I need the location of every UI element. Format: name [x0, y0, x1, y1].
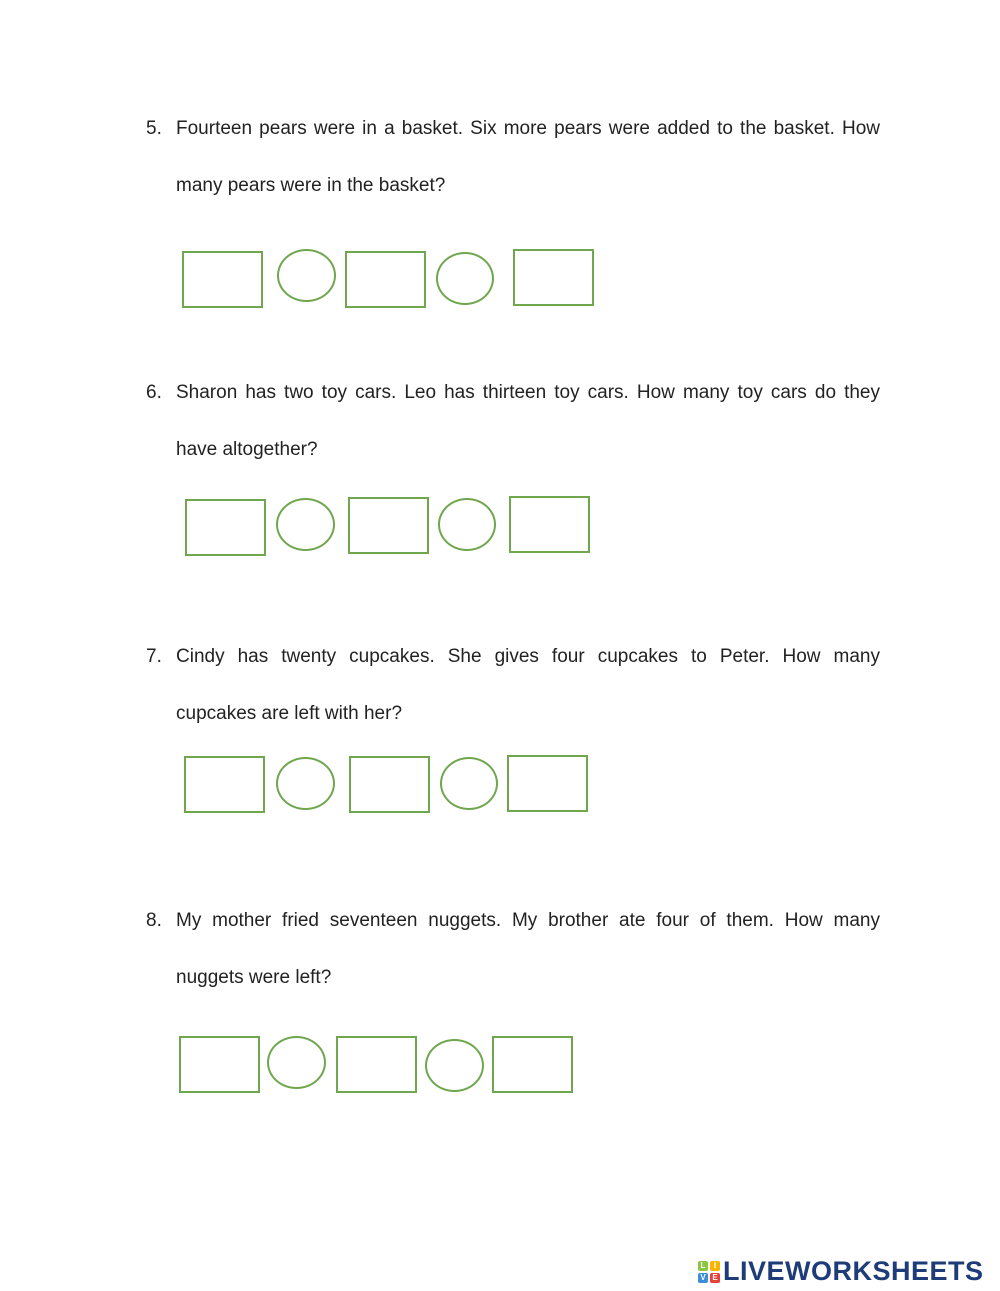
tile: V: [698, 1273, 708, 1283]
equals-circle[interactable]: [440, 757, 498, 810]
number-box[interactable]: [345, 251, 426, 308]
question-text-cont: many pears were in the basket?: [176, 175, 446, 196]
question-number: 5.: [146, 118, 162, 139]
question-text: Sharon has two toy cars. Leo has thirteen toy cars. How many toy cars do they: [176, 382, 880, 403]
number-box[interactable]: [336, 1036, 417, 1093]
number-box[interactable]: [184, 756, 265, 813]
tile: L: [698, 1261, 708, 1271]
question-text: Cindy has twenty cupcakes. She gives four cupcakes to Peter. How many: [176, 646, 880, 667]
equals-circle[interactable]: [438, 498, 496, 551]
number-box[interactable]: [348, 497, 429, 554]
answer-box[interactable]: [492, 1036, 573, 1093]
question-number: 8.: [146, 910, 162, 931]
question-text-cont: nuggets were left?: [176, 967, 332, 988]
answer-box[interactable]: [507, 755, 588, 812]
answer-box[interactable]: [513, 249, 594, 306]
liveworksheets-logo: [698, 1256, 984, 1287]
question-text: Fourteen pears were in a basket. Six more pears were added to the basket. How: [176, 118, 880, 139]
question-text: My mother fried seventeen nuggets. My brother ate four of them. How many: [176, 910, 880, 931]
live-tiles-icon: [698, 1261, 720, 1283]
operator-circle[interactable]: [267, 1036, 326, 1089]
number-box[interactable]: [182, 251, 263, 308]
operator-circle[interactable]: [276, 757, 335, 810]
equals-circle[interactable]: [425, 1039, 484, 1092]
number-box[interactable]: [179, 1036, 260, 1093]
equals-circle[interactable]: [436, 252, 494, 305]
tile: I: [710, 1261, 720, 1271]
question-number: 7.: [146, 646, 162, 667]
operator-circle[interactable]: [276, 498, 335, 551]
question-text-cont: have altogether?: [176, 439, 318, 460]
logo-text: LIVEWORKSHEETS: [723, 1256, 984, 1286]
question-text-cont: cupcakes are left with her?: [176, 703, 403, 724]
number-box[interactable]: [185, 499, 266, 556]
number-box[interactable]: [349, 756, 430, 813]
tile: E: [710, 1273, 720, 1283]
operator-circle[interactable]: [277, 249, 336, 302]
answer-box[interactable]: [509, 496, 590, 553]
question-number: 6.: [146, 382, 162, 403]
